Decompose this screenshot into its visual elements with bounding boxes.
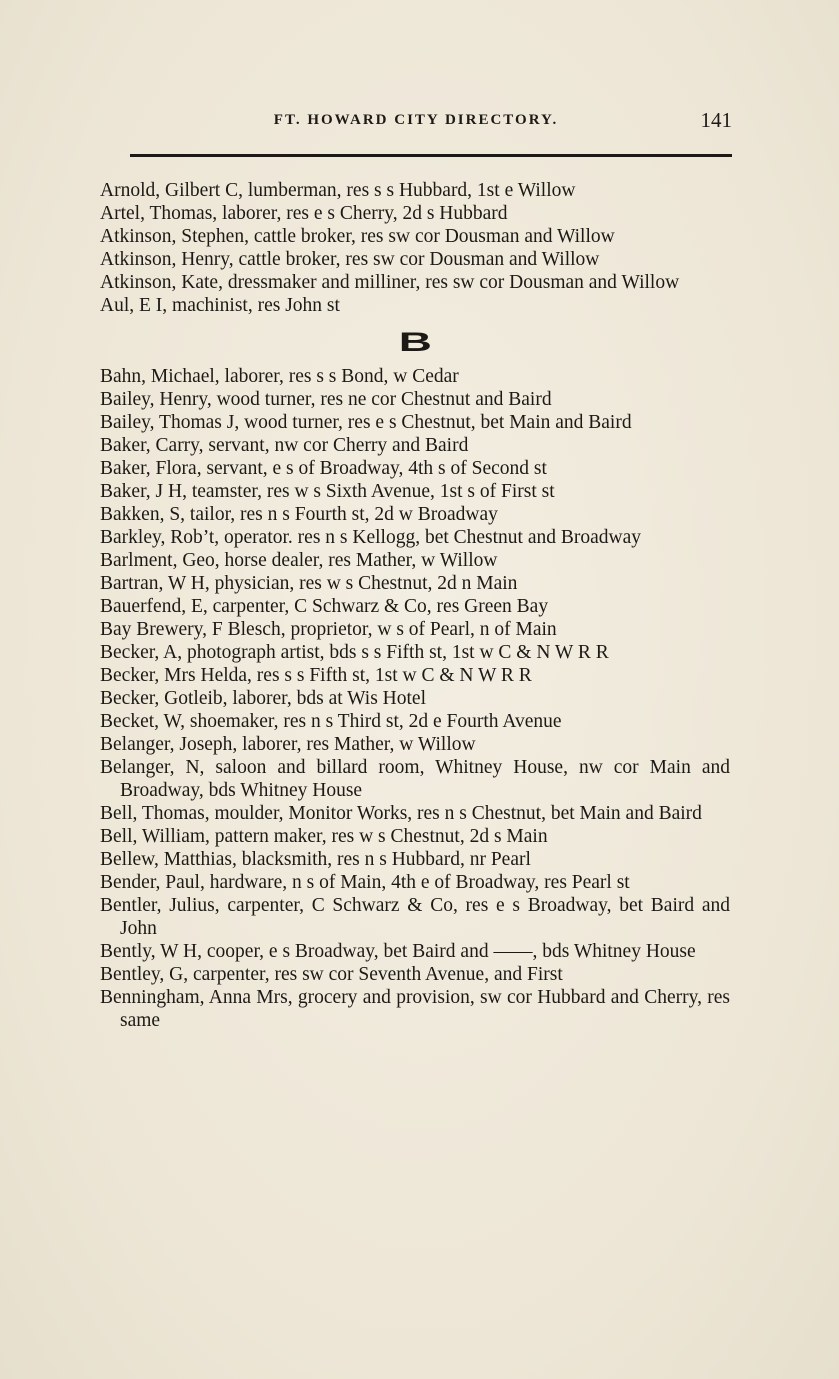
directory-entry: Belanger, N, saloon and billard room, Whitney House, nw cor Main and Broadway, bds Whitney House	[100, 757, 730, 801]
directory-entry: Atkinson, Henry, cattle broker, res sw cor Dousman and Willow	[100, 249, 600, 270]
header-rule	[130, 154, 732, 157]
directory-entry: Baker, Flora, servant, e s of Broadway, 4th s of Second st	[100, 458, 547, 479]
directory-entry: Atkinson, Kate, dressmaker and milliner, res sw cor Dousman and Willow	[100, 272, 680, 293]
directory-entry: Bender, Paul, hardware, n s of Main, 4th e of Broadway, res Pearl st	[100, 872, 630, 893]
directory-entry: Bailey, Henry, wood turner, res ne cor Chestnut and Baird	[100, 389, 552, 410]
directory-entries	[100, 179, 730, 1032]
directory-entry: Becket, W, shoemaker, res n s Third st, 2d e Fourth Avenue	[100, 711, 562, 732]
directory-entry: Bentler, Julius, carpenter, C Schwarz & Co, res e s Broadway, bet Baird and John	[100, 895, 730, 939]
directory-entry: Becker, Mrs Helda, res s s Fifth st, 1st w C & N W R R	[100, 665, 532, 686]
page-number: 141	[700, 108, 732, 132]
directory-entry: Bakken, S, tailor, res n s Fourth st, 2d w Broadway	[100, 504, 498, 525]
directory-entry: Bay Brewery, F Blesch, proprietor, w s of Pearl, n of Main	[100, 619, 557, 640]
directory-entry: Aul, E I, machinist, res John st	[100, 295, 340, 316]
directory-entry: Belanger, Joseph, laborer, res Mather, w Willow	[100, 734, 476, 755]
directory-entry: Baker, Carry, servant, nw cor Cherry and Baird	[100, 435, 469, 456]
directory-entry: Bellew, Matthias, blacksmith, res n s Hubbard, nr Pearl	[100, 849, 531, 870]
directory-entry: Bell, Thomas, moulder, Monitor Works, res n s Chestnut, bet Main and Baird	[100, 803, 702, 824]
directory-entry: Barlment, Geo, horse dealer, res Mather, w Willow	[100, 550, 498, 571]
page-header	[100, 108, 732, 138]
section-letter: B	[398, 326, 432, 358]
directory-entry: Bahn, Michael, laborer, res s s Bond, w Cedar	[100, 366, 459, 387]
directory-entry: Becker, Gotleib, laborer, bds at Wis Hotel	[100, 688, 426, 709]
directory-entry: Barkley, Rob’t, operator. res n s Kellogg, bet Chestnut and Broadway	[100, 527, 642, 548]
directory-entry: Bauerfend, E, carpenter, C Schwarz & Co, res Green Bay	[100, 596, 549, 617]
directory-entry: Atkinson, Stephen, cattle broker, res sw cor Dousman and Willow	[100, 226, 615, 247]
directory-entry: Bently, W H, cooper, e s Broadway, bet Baird and ——, bds Whitney House	[100, 941, 696, 962]
directory-entry: Benningham, Anna Mrs, grocery and provision, sw cor Hubbard and Cherry, res same	[100, 987, 730, 1031]
running-title: FT. HOWARD CITY DIRECTORY.	[273, 112, 559, 128]
directory-entry: Baker, J H, teamster, res w s Sixth Avenue, 1st s of First st	[100, 481, 555, 502]
directory-entry: Artel, Thomas, laborer, res e s Cherry, 2d s Hubbard	[100, 203, 508, 224]
directory-entry: Bartran, W H, physician, res w s Chestnut, 2d n Main	[100, 573, 518, 594]
directory-entry: Becker, A, photograph artist, bds s s Fifth st, 1st w C & N W R R	[100, 642, 609, 663]
directory-entry: Bell, William, pattern maker, res w s Chestnut, 2d s Main	[100, 826, 548, 847]
directory-entry: Arnold, Gilbert C, lumberman, res s s Hubbard, 1st e Willow	[100, 180, 576, 201]
section-letter-heading	[100, 317, 730, 365]
directory-entry: Bailey, Thomas J, wood turner, res e s Chestnut, bet Main and Baird	[100, 412, 632, 433]
directory-entry: Bentley, G, carpenter, res sw cor Seventh Avenue, and First	[100, 964, 563, 985]
